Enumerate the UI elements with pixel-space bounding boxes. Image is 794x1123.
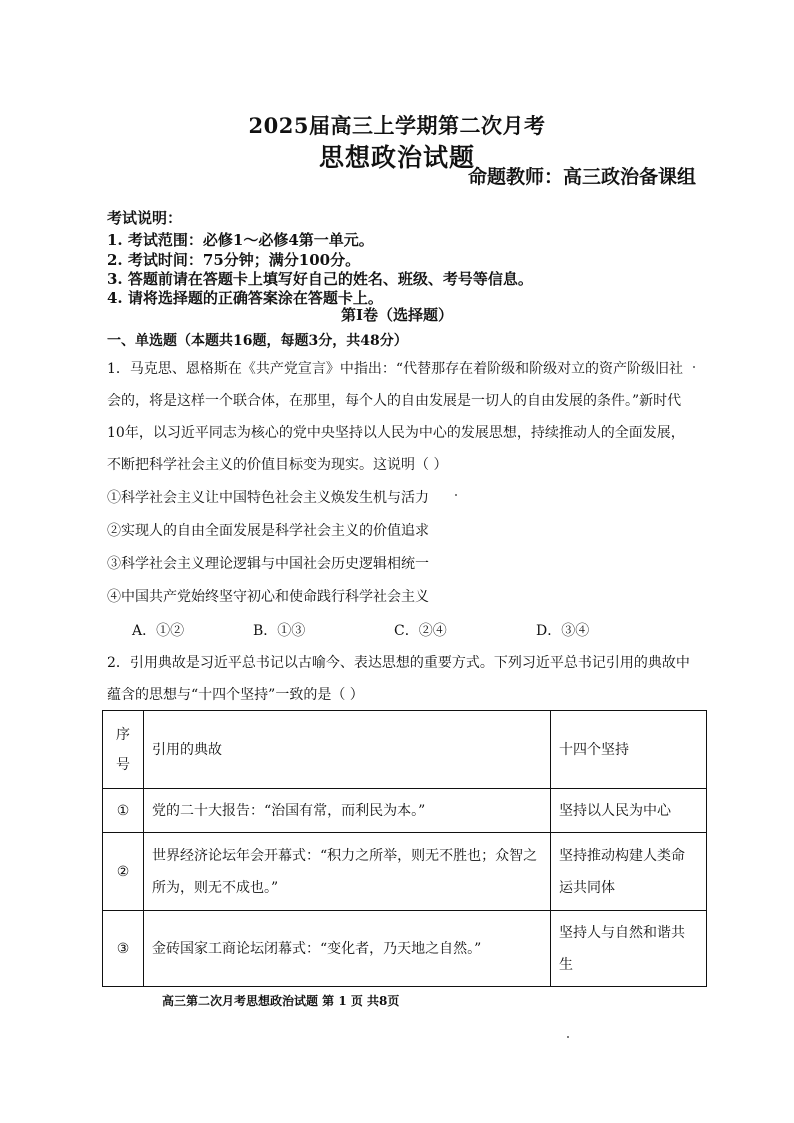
scan-speck (693, 366, 695, 368)
scan-speck (567, 1036, 569, 1038)
instruction-item: 2. 考试时间：75分钟；满分100分。 (107, 251, 361, 269)
question-text: 蕴含的思想与“十四个坚持”一致的是（ ） (107, 687, 364, 703)
page-footer: 高三第二次月考思想政治试题 第 1 页 共8页 (162, 994, 400, 1008)
header-cell-principle: 十四个坚持 (551, 711, 707, 789)
instruction-item: 4. 请将选择题的正确答案涂在答题卡上。 (107, 289, 383, 307)
statement-item: ④中国共产党始终坚守初心和使命践行科学社会主义 (107, 589, 429, 605)
statement-item: ①科学社会主义让中国特色社会主义焕发生机与活力 (107, 490, 429, 506)
instruction-item: 1. 考试范围：必修1～必修4第一单元。 (107, 231, 374, 249)
exam-title-subject: 思想政治试题 (318, 143, 475, 172)
question-text: 10年，以习近平同志为核心的党中央坚持以人民为中心的发展思想，持续推动人的全面发展， (107, 425, 685, 441)
instruction-item: 3. 答题前请在答题卡上填写好自己的姓名、班级、考号等信息。 (107, 270, 533, 288)
table-row (103, 833, 707, 911)
answer-option-b: B．①③ (253, 623, 306, 639)
answer-option-a: A．①② (132, 623, 185, 639)
statement-item: ②实现人的自由全面发展是科学社会主义的价值追求 (107, 523, 429, 539)
row-principle: 坚持以人民为中心 (551, 789, 707, 833)
row-allusion: 金砖国家工商论坛闭幕式：“变化者，乃天地之自然。” (144, 911, 551, 987)
exam-author: 命题教师：高三政治备课组 (468, 166, 697, 188)
question-text: 1．马克思、恩格斯在《共产党宣言》中指出：“代替那存在着阶级和阶级对立的资产阶级旧社 (107, 361, 684, 377)
scan-speck (455, 494, 457, 496)
table-row (103, 911, 707, 987)
part-title: 第Ⅰ卷（选择题） (340, 306, 454, 324)
answer-option-c: C．②④ (394, 623, 447, 639)
row-allusion: 世界经济论坛年会开幕式：“积力之所举，则无不胜也；众智之所为，则无不成也。” (144, 833, 551, 911)
header-cell-allusion: 引用的典故 (144, 711, 551, 789)
question-text: 会的，将是这样一个联合体，在那里，每个人的自由发展是一切人的自由发展的条件。”新时代 (107, 393, 682, 409)
table-row (103, 789, 707, 833)
question-text: 2．引用典故是习近平总书记以古喻今、表达思想的重要方式。下列习近平总书记引用的典故中 (107, 655, 690, 671)
answer-option-d: D．③④ (536, 623, 590, 639)
row-principle: 坚持人与自然和谐共生 (551, 911, 707, 987)
row-index: ① (103, 789, 144, 833)
allusion-table (102, 710, 707, 987)
section-title: 一、单选题（本题共16题，每题3分，共48分） (107, 333, 408, 349)
table-header-row (103, 711, 707, 789)
header-cell-index: 序号 (103, 711, 144, 789)
statement-item: ③科学社会主义理论逻辑与中国社会历史逻辑相统一 (107, 556, 429, 572)
row-index: ③ (103, 911, 144, 987)
row-allusion: 党的二十大报告：“治国有常，而利民为本。” (144, 789, 551, 833)
instructions-heading: 考试说明： (107, 209, 183, 227)
row-index: ② (103, 833, 144, 911)
row-principle: 坚持推动构建人类命运共同体 (551, 833, 707, 911)
exam-title-line1: 2025届高三上学期第二次月考 (248, 113, 546, 138)
question-text: 不断把科学社会主义的价值目标变为现实。这说明（ ） (107, 457, 448, 473)
